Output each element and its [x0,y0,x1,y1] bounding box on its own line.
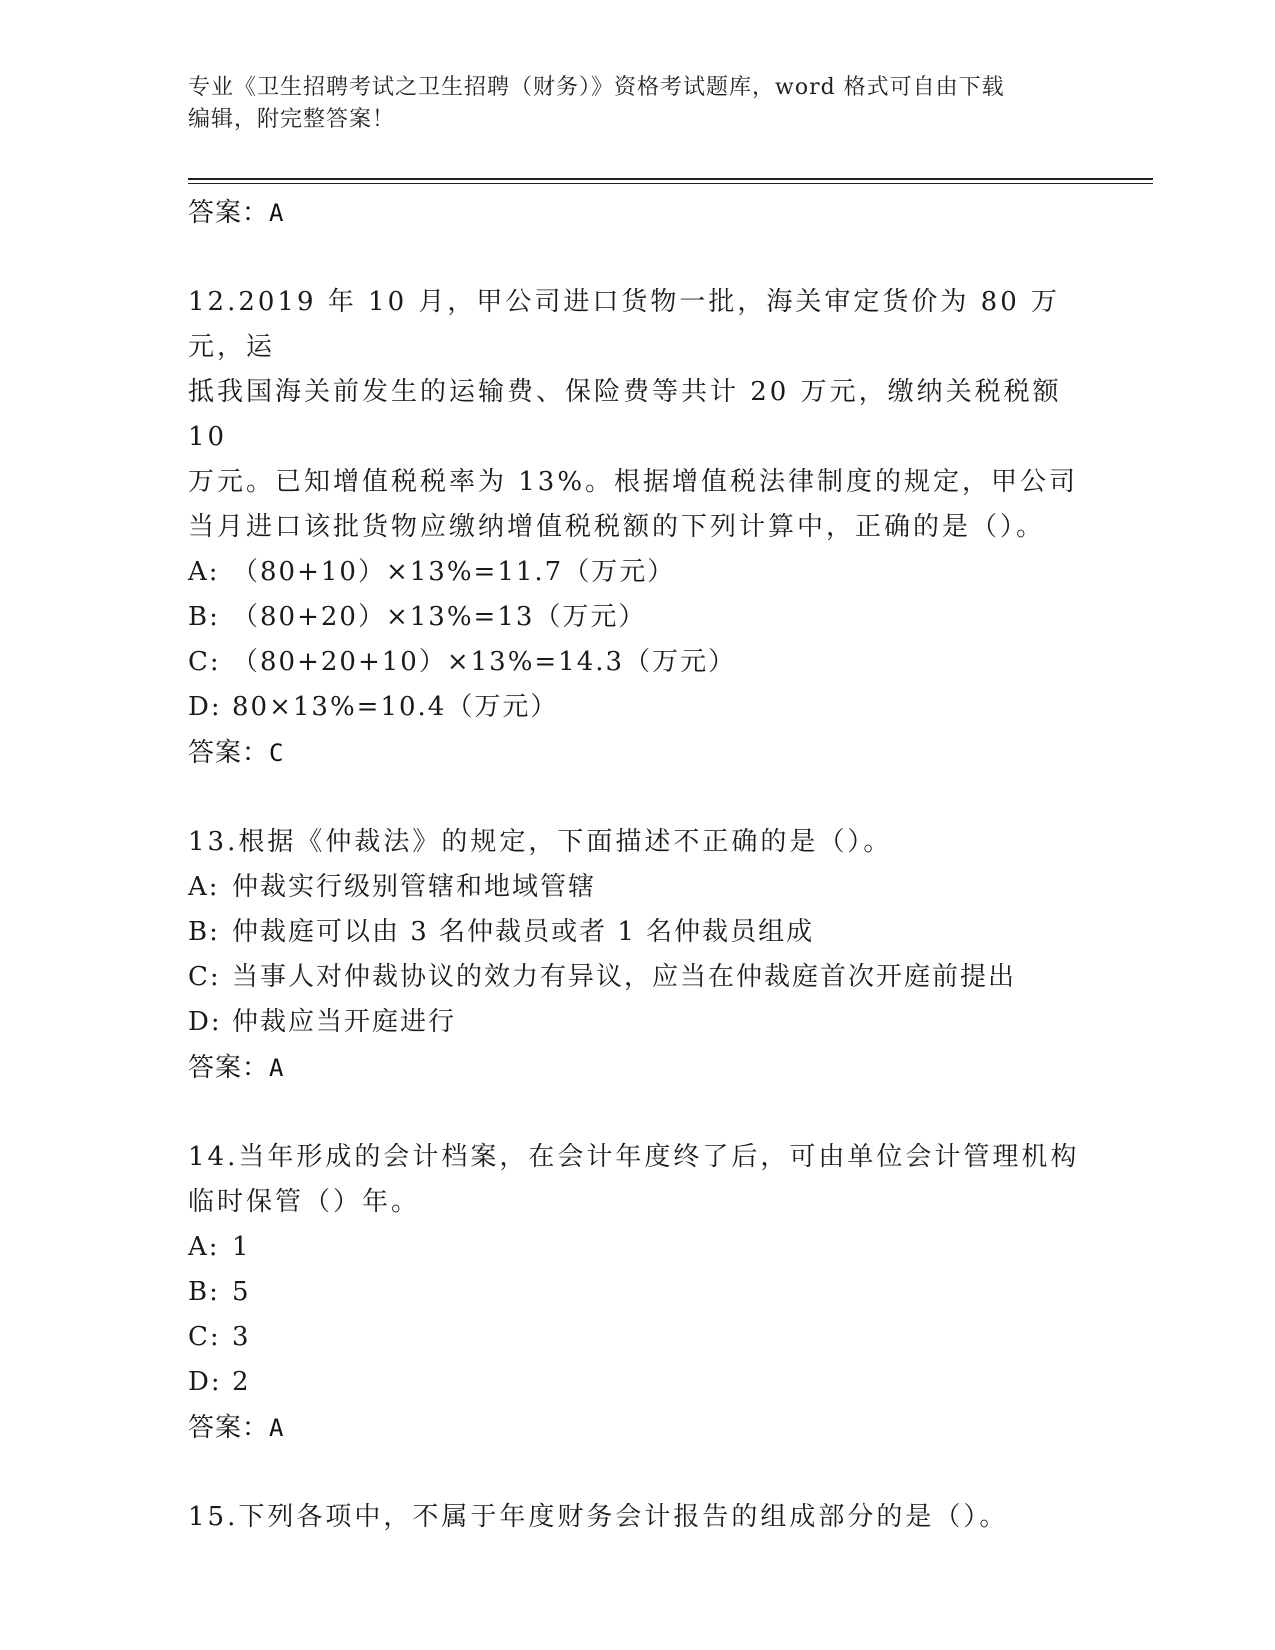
question-stem [188,1135,1088,1225]
option-c [188,955,1088,1000]
option-d [188,1360,1088,1405]
option-text: （80+20+10）×13%=14.3（万元） [232,647,737,677]
option-a [188,1225,1088,1270]
header-rule-thick [188,178,1153,180]
option-a [188,550,1088,595]
question-answer [188,1045,1088,1091]
question-list [188,190,1088,1540]
answer-value: A [269,1414,285,1442]
header-line-2: 编辑，附完整答案！ [188,107,396,132]
option-letter: D: [188,692,222,722]
option-letter: D: [188,1007,222,1037]
option-a [188,865,1088,910]
stem-line: 12.2019 年 10 月，甲公司进口货物一批，海关审定货价为 80 万元，运 [188,287,1061,362]
option-b [188,1270,1088,1315]
question-answer [188,730,1088,776]
question-stem [188,820,1088,865]
question-12 [188,280,1088,776]
option-letter: A: [188,872,220,902]
option-letter: C: [188,962,221,992]
option-letter: B: [188,1277,220,1307]
stem-line: 14.当年形成的会计档案，在会计年度终了后，可由单位会计管理机构 [188,1142,1080,1172]
stem-line: 15.下列各项中，不属于年度财务会计报告的组成部分的是（）。 [188,1502,1009,1532]
answer-value: A [269,199,285,227]
option-text: 80×13%=10.4（万元） [232,692,559,722]
answer-label: 答案： [188,1413,270,1443]
previous-answer [188,190,1088,236]
question-answer [188,1405,1088,1451]
stem-line: 抵我国海关前发生的运输费、保险费等共计 20 万元，缴纳关税税额 10 [188,377,1062,452]
option-text: 5 [232,1277,251,1307]
answer-label: 答案： [188,1053,270,1083]
option-text: 2 [232,1367,251,1397]
page-header [188,72,1088,136]
question-13 [188,820,1088,1091]
option-letter: C: [188,647,221,677]
option-d [188,1000,1088,1045]
option-c [188,640,1088,685]
option-text: 3 [232,1322,251,1352]
option-letter: C: [188,1322,221,1352]
option-b [188,910,1088,955]
question-stem [188,1495,1088,1540]
answer-value: C [269,739,285,767]
option-text: 仲裁庭可以由 3 名仲裁员或者 1 名仲裁员组成 [232,917,815,947]
option-letter: D: [188,1367,222,1397]
option-text: 当事人对仲裁协议的效力有异议，应当在仲裁庭首次开庭前提出 [232,962,1017,992]
option-letter: A: [188,1232,220,1262]
question-15 [188,1495,1088,1540]
answer-label: 答案： [188,198,270,228]
option-letter: B: [188,602,220,632]
option-text: （80+20）×13%=13（万元） [232,602,647,632]
option-letter: A: [188,557,220,587]
question-14 [188,1135,1088,1451]
option-c [188,1315,1088,1360]
option-text: （80+10）×13%=11.7（万元） [232,557,676,587]
header-line-1: 专业《卫生招聘考试之卫生招聘（财务）》资格考试题库，word 格式可自由下载 [188,75,1005,100]
option-letter: B: [188,917,220,947]
option-text: 仲裁应当开庭进行 [232,1007,457,1037]
stem-line: 临时保管（）年。 [188,1187,421,1217]
option-d [188,685,1088,730]
question-stem [188,280,1088,550]
stem-line: 万元。已知增值税税率为 13%。根据增值税法律制度的规定，甲公司 [188,467,1079,497]
stem-line: 13.根据《仲裁法》的规定，下面描述不正确的是（）。 [188,827,893,857]
header-rule-thin [188,183,1153,184]
stem-line: 当月进口该批货物应缴纳增值税税额的下列计算中，正确的是（）。 [188,512,1046,542]
answer-value: A [269,1054,285,1082]
answer-label: 答案： [188,738,270,768]
option-text: 1 [232,1232,251,1262]
option-text: 仲裁实行级别管辖和地域管辖 [232,872,597,902]
option-b [188,595,1088,640]
